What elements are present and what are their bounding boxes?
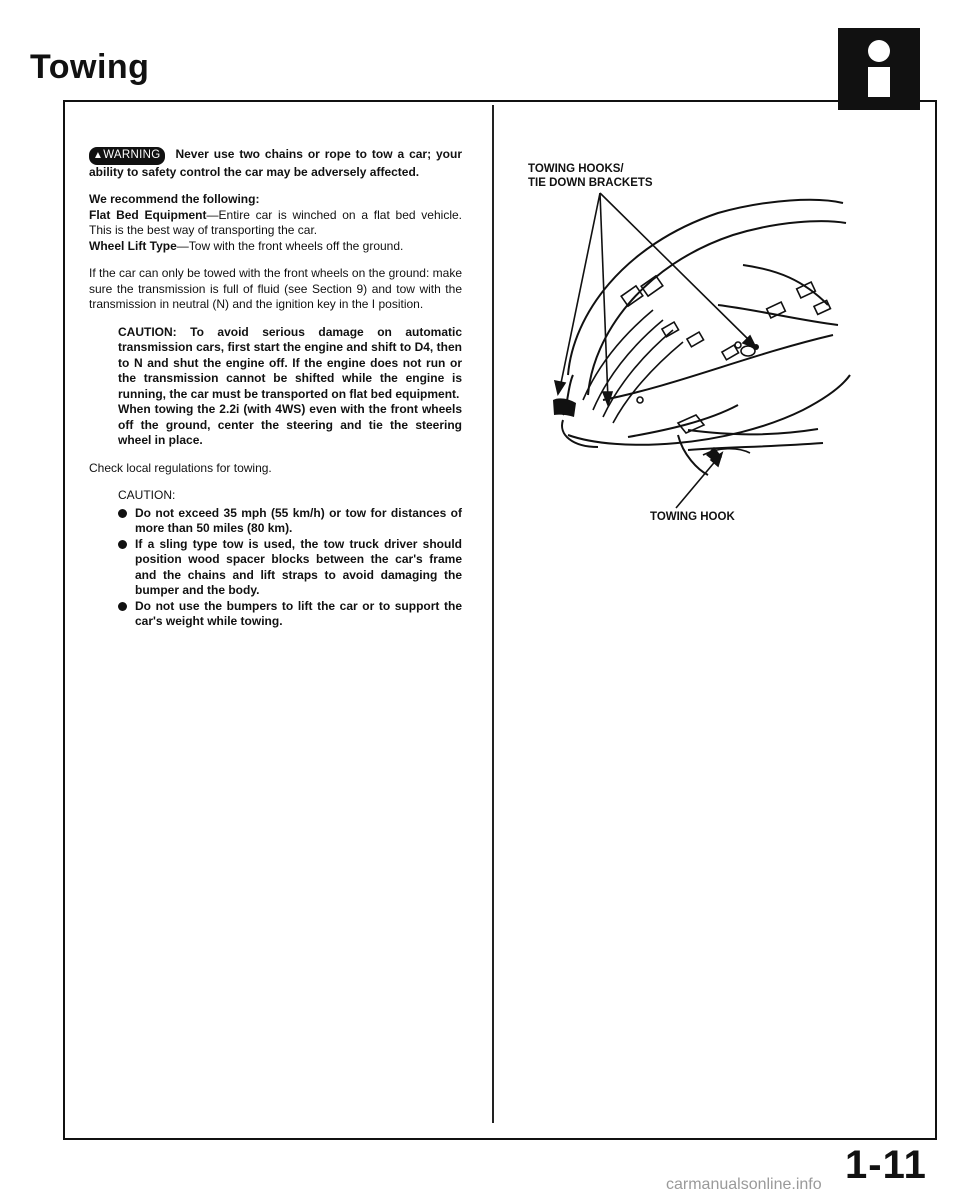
page-number: 1-11 [845, 1143, 927, 1187]
flat-bed-text: —Entire car is winched on a flat bed vehicle. This is the best way of transporting the car. [89, 207, 462, 237]
flat-bed-label: Flat Bed Equipment [89, 207, 207, 222]
warning-triangle-icon: ▲ [93, 150, 104, 161]
front-wheels-paragraph: If the car can only be towed with the front wheels on the ground: make sure the transmission is full of fluid (see Section 9) and tow with the transmission in neutral (N) and the ignition key in the I position. [89, 266, 462, 311]
bullet-text: Do not exceed 35 mph (55 km/h) or tow for distances of more than 50 miles (80 km). [135, 505, 462, 535]
warning-text: Never use two chains or rope to tow a car; your ability to safety control the car may be adversely affected. [89, 147, 462, 179]
caution-1-label: CAUTION: [118, 324, 177, 339]
watermark: carmanualsonline.info [666, 1176, 822, 1193]
page-title: Towing [30, 48, 150, 86]
recommend-heading: We recommend the following: [89, 192, 260, 206]
caution-1-body: To avoid serious damage on automatic transmission cars, first start the engine and shift to D4, then to N and shut the engine off. If the engine does not run or the transmission cannot be shifted while the engine is running, the car must be transported on flat bed equipment. [118, 324, 463, 401]
check-regulations: Check local regulations for towing. [89, 460, 272, 475]
label-towing-hooks-line2: TIE DOWN BRACKETS [528, 177, 653, 189]
caution-1-text-2: When towing the 2.2i (with 4WS) even with the front wheels off the ground, center the steering and tie the steering wheel in place. [118, 402, 462, 447]
warning-badge-label: WARNING [103, 149, 161, 161]
label-towing-hook: TOWING HOOK [650, 511, 735, 523]
wheel-lift-label: Wheel Lift Type [89, 238, 177, 253]
bullet-text: If a sling type tow is used, the tow truck driver should position wood spacer blocks between the car's frame and the chains and lift straps to avoid damaging the bumper and the body. [135, 536, 462, 597]
bullet-text: Do not use the bumpers to lift the car or to support the car's weight while towing. [135, 598, 462, 628]
wheel-lift-text: —Tow with the front wheels off the ground. [176, 238, 404, 253]
label-towing-hooks-line1: TOWING HOOKS/ [528, 163, 624, 175]
caution-2-label: CAUTION: [118, 488, 176, 502]
